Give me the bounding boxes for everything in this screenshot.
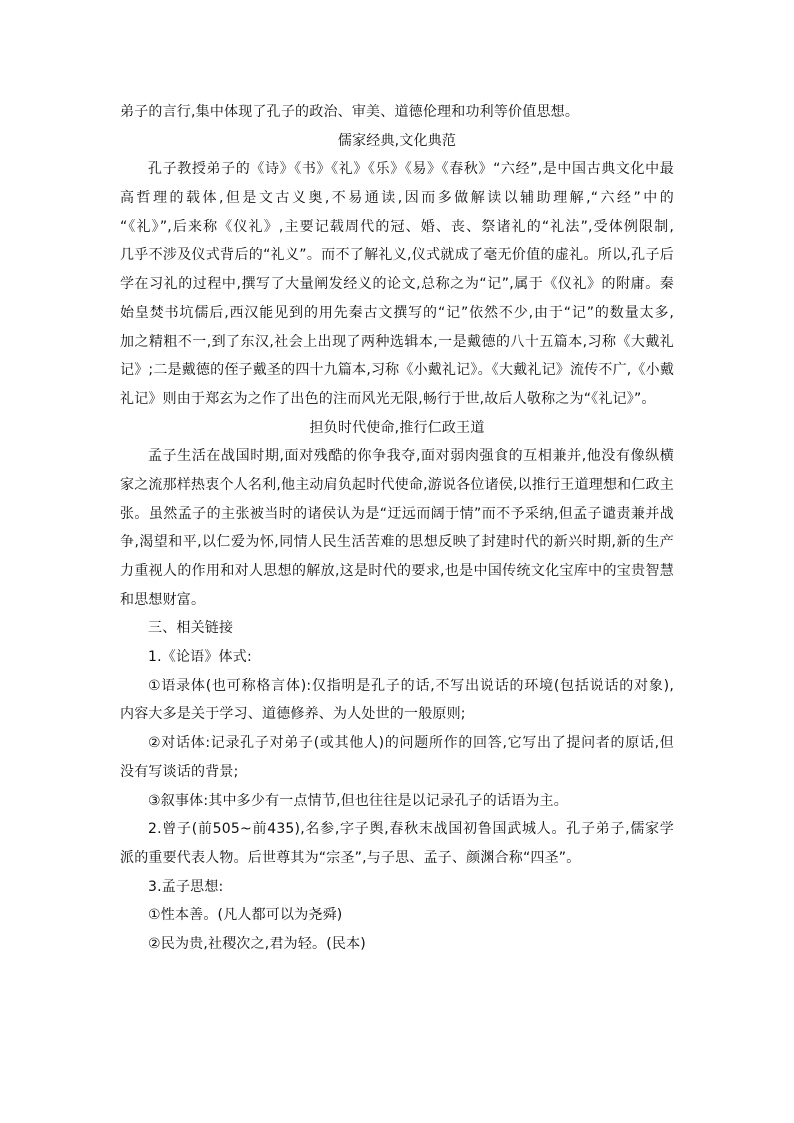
text-line: 家之流那样热衷个人名利,他主动肩负起时代使命,游说各位诸侯,以推行王道理想和仁政主 <box>120 476 674 493</box>
list-heading: 2.曾子(前505~前435),名参,字子舆,春秋末战国初鲁国武城人。孔子弟子,儒家学 <box>148 821 674 838</box>
section-heading: 儒家经典,文化典范 <box>337 132 457 149</box>
text-line: 加之精粗不一,到了东汉,社会上出现了两种选辑本,一是戴德的八十五篇本,习称《大戴礼 <box>120 333 674 350</box>
text-line: 和思想财富。 <box>120 591 206 608</box>
text-line: 力重视人的作用和对人思想的解放,这是时代的要求,也是中国传统文化宝库中的宝贵智慧 <box>120 563 674 579</box>
text-line: 派的重要代表人物。后世尊其为“宗圣”,与子思、孟子、颜渊合称“四圣”。 <box>120 849 581 866</box>
text-line: 争,渴望和平,以仁爱为怀,同情人民生活苦难的思想反映了封建时代的新兴时期,新的生产 <box>120 534 674 551</box>
list-item: ①语录体(也可称格言体):仅指明是孔子的话,不写出说话的环境(包括说话的对象), <box>148 677 674 694</box>
text-line: 几乎不涉及仪式背后的“礼义”。而不了解礼义,仪式就成了毫无价值的虚礼。所以,孔子后 <box>120 247 674 264</box>
text-line: 记》;二是戴德的侄子戴圣的四十九篇本,习称《小戴礼记》。《大戴礼记》流传不广,《小戴 <box>120 362 674 379</box>
text-line: 高哲理的载体,但是文古义奥,不易通读,因而多做解读以辅助理解,“六经”中的 <box>120 190 674 207</box>
section-heading: 担负时代使命,推行仁政王道 <box>309 419 485 436</box>
text-line: 始皇焚书坑儒后,西汉能见到的用先秦古文撰写的“记”依然不少,由于“记”的数量太多, <box>120 304 674 321</box>
list-item: ①性本善。(凡人都可以为尧舜) <box>148 907 343 924</box>
text-line: 孟子生活在战国时期,面对残酷的你争我夺,面对弱肉强食的互相兼并,他没有像纵横 <box>148 448 674 465</box>
text-line: 学在习礼的过程中,撰写了大量阐发经义的论文,总称之为“记”,属于《仪礼》的附庸。秦 <box>120 276 674 293</box>
text-line: 礼记》则由于郑玄为之作了出色的注而风光无限,畅行于世,故后人敬称之为“《礼记》”。 <box>120 390 656 407</box>
list-heading: 1.《论语》体式: <box>148 649 252 666</box>
text-line: “《礼》”,后来称《仪礼》,主要记载周代的冠、婚、丧、祭诸礼的“礼法”,受体例限制, <box>120 218 674 235</box>
text-line: 没有写谈话的背景; <box>120 763 239 780</box>
list-heading: 3.孟子思想: <box>148 878 224 895</box>
section-heading: 三、相关链接 <box>148 620 234 637</box>
text-line: 弟子的言行,集中体现了孔子的政治、审美、道德伦理和功利等价值思想。 <box>120 104 580 120</box>
list-item: ②民为贵,社稷次之,君为轻。(民本) <box>148 935 366 952</box>
text-line: 内容大多是关于学习、道德修养、为人处世的一般原则; <box>120 706 466 723</box>
text-line: 张。虽然孟子的主张被当时的诸侯认为是“迂远而阔于情”而不予采纳,但孟子谴责兼并战 <box>120 505 674 522</box>
list-item: ③叙事体:其中多少有一点情节,但也往往是以记录孔子的话语为主。 <box>148 792 568 809</box>
document-page <box>120 98 674 959</box>
text-line: 孔子教授弟子的《诗》《书》《礼》《乐》《易》《春秋》“六经”,是中国古典文化中最 <box>148 161 674 178</box>
list-item: ②对话体:记录孔子对弟子(或其他人)的问题所作的回答,它写出了提问者的原话,但 <box>148 735 674 752</box>
